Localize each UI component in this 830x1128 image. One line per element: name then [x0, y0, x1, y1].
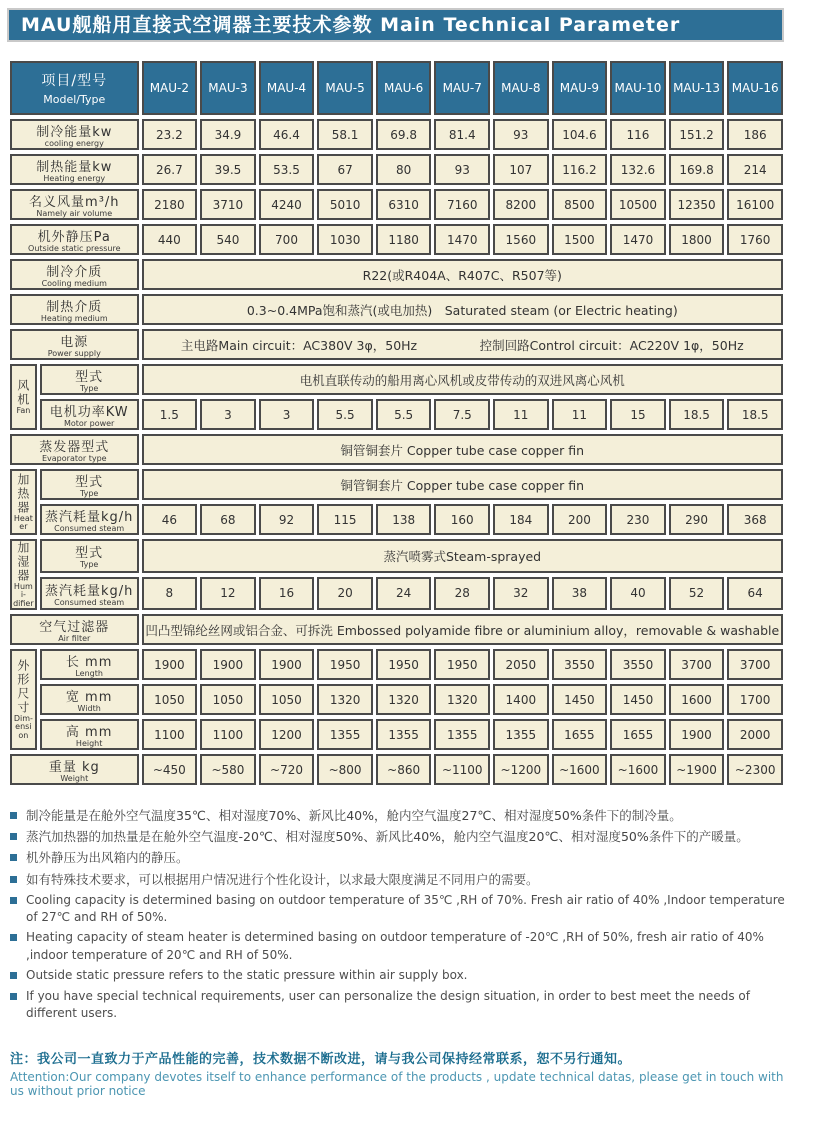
- row-label-en: Type: [79, 384, 99, 393]
- value-cell-cooling-energy-MAU-7: 81.4: [434, 119, 490, 150]
- value-cell-weight-MAU-8: ~1200: [493, 754, 549, 785]
- row-label-zh: 制冷能量kw: [36, 125, 113, 140]
- note-bullet-icon: [10, 993, 17, 1000]
- value-cell-air-volume-MAU-8: 8200: [493, 189, 549, 220]
- value-cell-height-MAU-13: 1900: [669, 719, 725, 750]
- footer-note: [7, 1048, 790, 1098]
- value-cell-air-volume-MAU-9: 8500: [552, 189, 608, 220]
- row-label-zh: 蒸发器型式: [39, 440, 110, 455]
- footer-note-zh: 注：我公司一直致力于产品性能的完善，技术数据不断改进，请与我公司保持经常联系，恕不另行通知。: [10, 1052, 632, 1068]
- row-label-zh: 制冷介质: [46, 265, 103, 280]
- value-cell-length-MAU-13: 3700: [669, 649, 725, 680]
- value-cell-air-volume-MAU-4: 4240: [259, 189, 315, 220]
- value-cell-cooling-energy-MAU-2: 23.2: [142, 119, 198, 150]
- note-item: [10, 929, 790, 964]
- value-cell-height-MAU-8: 1355: [493, 719, 549, 750]
- note-bullet-icon: [10, 854, 17, 861]
- note-text: 如有特殊技术要求，可以根据用户情况进行个性化设计，以求最大限度满足不同用户的需要。: [26, 871, 539, 887]
- value-cell-static-pressure-MAU-10: 1470: [610, 224, 666, 255]
- row-label-zh: 高 mm: [65, 725, 113, 741]
- model-header-MAU-16: MAU-16: [727, 61, 783, 115]
- value-cell-static-pressure-MAU-13: 1800: [669, 224, 725, 255]
- value-cell-fan-motor-power-MAU-6: 5.5: [376, 399, 432, 430]
- group-label-zh: 风机: [15, 378, 30, 407]
- model-header-MAU-6: MAU-6: [376, 61, 432, 115]
- note-text: Outside static pressure refers to the static pressure within air supply box.: [26, 968, 468, 983]
- row-label-en: Height: [75, 739, 103, 749]
- footer-note-en: Attention:Our company devotes itself to enhance performance of the products , update technical datas, please get in touch with us without prior notice: [10, 1070, 784, 1099]
- value-cell-length-MAU-5: 1950: [317, 649, 373, 680]
- row-label-length: [40, 649, 139, 680]
- value-cell-heater-consumed-steam-MAU-10: 230: [610, 504, 666, 535]
- value-cell-width-MAU-6: 1320: [376, 684, 432, 715]
- value-cell-heating-energy-MAU-5: 67: [317, 154, 373, 185]
- row-label-heating-medium: [10, 294, 139, 325]
- merged-cell-fan-type: 电机直联传动的船用离心风机或皮带传动的双进风离心风机: [142, 364, 783, 395]
- row-label-en: Heating energy: [43, 174, 106, 183]
- value-cell-heater-consumed-steam-MAU-2: 46: [142, 504, 198, 535]
- row-label-en: Consumed steam: [54, 524, 125, 533]
- row-label-en: Consumed steam: [54, 597, 125, 607]
- note-item: [10, 967, 790, 984]
- value-cell-humidifier-consumed-steam-MAU-16: 64: [727, 577, 783, 611]
- row-label-en: Power supply: [47, 349, 101, 358]
- merged-cell-evaporator-type: 铜管铜套片 Copper tube case copper fin: [142, 434, 783, 465]
- merged-cell-cooling-medium: R22(或R404A、R407C、R507等): [142, 259, 783, 290]
- value-cell-length-MAU-3: 1900: [200, 649, 256, 680]
- value-cell-length-MAU-6: 1950: [376, 649, 432, 680]
- value-cell-fan-motor-power-MAU-4: 3: [259, 399, 315, 430]
- value-cell-heating-energy-MAU-4: 53.5: [259, 154, 315, 185]
- value-cell-heating-energy-MAU-6: 80: [376, 154, 432, 185]
- note-bullet-icon: [10, 876, 17, 883]
- row-label-en: Namely air volume: [36, 209, 113, 218]
- note-item: [10, 871, 790, 889]
- row-label-zh: 长 mm: [65, 655, 113, 671]
- value-cell-heater-consumed-steam-MAU-3: 68: [200, 504, 256, 535]
- row-label-zh: 电机功率KW: [49, 405, 129, 420]
- value-cell-static-pressure-MAU-7: 1470: [434, 224, 490, 255]
- row-label-en: Air filter: [58, 634, 91, 644]
- value-cell-cooling-energy-MAU-6: 69.8: [376, 119, 432, 150]
- row-label-en: Cooling medium: [41, 279, 107, 288]
- note-text: Cooling capacity is determined basing on outdoor temperature of 35℃ ,RH of 70%. Fresh air ratio of 40% ,Indoor temperature of 27℃ and RH of 50%.: [26, 892, 785, 925]
- value-cell-cooling-energy-MAU-16: 186: [727, 119, 783, 150]
- value-cell-cooling-energy-MAU-8: 93: [493, 119, 549, 150]
- value-cell-heating-energy-MAU-7: 93: [434, 154, 490, 185]
- value-cell-humidifier-consumed-steam-MAU-6: 24: [376, 577, 432, 611]
- value-cell-heater-consumed-steam-MAU-16: 368: [727, 504, 783, 535]
- group-label-en: Dim-ension: [13, 714, 33, 740]
- model-header-MAU-13: MAU-13: [669, 61, 725, 115]
- note-bullet-icon: [10, 934, 17, 941]
- value-cell-fan-motor-power-MAU-5: 5.5: [317, 399, 373, 430]
- value-cell-length-MAU-10: 3550: [610, 649, 666, 680]
- value-cell-static-pressure-MAU-2: 440: [142, 224, 198, 255]
- value-cell-fan-motor-power-MAU-7: 7.5: [434, 399, 490, 430]
- value-cell-width-MAU-16: 1700: [727, 684, 783, 715]
- note-text: 制冷能量是在舱外空气温度35℃、相对湿度70%、新风比40%，舱内空气温度27℃、相对湿度50%条件下的制冷量。: [26, 808, 682, 824]
- value-cell-weight-MAU-6: ~860: [376, 754, 432, 785]
- row-label-air-filter: [10, 614, 139, 645]
- value-cell-cooling-energy-MAU-4: 46.4: [259, 119, 315, 150]
- row-label-zh: 蒸汽耗量kg/h: [44, 510, 134, 525]
- group-label-zh: 加湿器: [15, 541, 30, 583]
- row-label-humidifier-consumed-steam: [40, 577, 139, 611]
- value-cell-length-MAU-9: 3550: [552, 649, 608, 680]
- row-label-heating-energy: [10, 154, 139, 185]
- value-cell-cooling-energy-MAU-10: 116: [610, 119, 666, 150]
- note-text: 机外静压为出风箱内的静压。: [26, 850, 189, 866]
- row-label-zh: 型式: [75, 546, 104, 562]
- value-cell-height-MAU-16: 2000: [727, 719, 783, 750]
- note-bullet-icon: [10, 897, 17, 904]
- value-cell-length-MAU-2: 1900: [142, 649, 198, 680]
- value-cell-height-MAU-9: 1655: [552, 719, 608, 750]
- row-label-evaporator-type: [10, 434, 139, 465]
- value-cell-cooling-energy-MAU-13: 151.2: [669, 119, 725, 150]
- value-cell-static-pressure-MAU-5: 1030: [317, 224, 373, 255]
- value-cell-static-pressure-MAU-3: 540: [200, 224, 256, 255]
- group-label-humidifier: [10, 539, 37, 610]
- row-label-en: Type: [79, 489, 99, 498]
- value-cell-heating-energy-MAU-8: 107: [493, 154, 549, 185]
- group-label-en: Humi-difier: [13, 582, 34, 608]
- row-label-en: Motor power: [63, 419, 115, 428]
- value-cell-air-volume-MAU-7: 7160: [434, 189, 490, 220]
- value-cell-humidifier-consumed-steam-MAU-13: 52: [669, 577, 725, 611]
- row-label-en: Evaporator type: [41, 454, 107, 463]
- value-cell-humidifier-consumed-steam-MAU-2: 8: [142, 577, 198, 611]
- group-label-fan: [10, 364, 37, 430]
- value-cell-height-MAU-7: 1355: [434, 719, 490, 750]
- value-cell-fan-motor-power-MAU-8: 11: [493, 399, 549, 430]
- value-cell-height-MAU-3: 1100: [200, 719, 256, 750]
- value-cell-height-MAU-5: 1355: [317, 719, 373, 750]
- value-cell-cooling-energy-MAU-3: 34.9: [200, 119, 256, 150]
- corner-cell: [10, 61, 139, 115]
- value-cell-weight-MAU-2: ~450: [142, 754, 198, 785]
- note-item: [10, 807, 790, 825]
- group-label-en: Heater: [13, 513, 33, 531]
- group-label-length: [10, 649, 37, 750]
- model-header-MAU-9: MAU-9: [552, 61, 608, 115]
- value-cell-heater-consumed-steam-MAU-6: 138: [376, 504, 432, 535]
- row-label-heater-type: [40, 469, 139, 500]
- value-cell-heater-consumed-steam-MAU-4: 92: [259, 504, 315, 535]
- value-cell-humidifier-consumed-steam-MAU-10: 40: [610, 577, 666, 611]
- value-cell-width-MAU-10: 1450: [610, 684, 666, 715]
- note-text: If you have special technical requirements, user can personalize the design situation, in order to best meet the needs of different users.: [26, 988, 750, 1021]
- value-cell-weight-MAU-10: ~1600: [610, 754, 666, 785]
- note-item: [10, 988, 790, 1023]
- row-label-humidifier-type: [40, 539, 139, 573]
- value-cell-heating-energy-MAU-3: 39.5: [200, 154, 256, 185]
- model-header-MAU-10: MAU-10: [610, 61, 666, 115]
- value-cell-air-volume-MAU-2: 2180: [142, 189, 198, 220]
- row-label-en: Width: [77, 704, 101, 714]
- value-cell-width-MAU-8: 1400: [493, 684, 549, 715]
- model-header-MAU-5: MAU-5: [317, 61, 373, 115]
- row-label-zh: 空气过滤器: [39, 620, 110, 636]
- row-label-en: Length: [75, 669, 103, 679]
- value-cell-width-MAU-7: 1320: [434, 684, 490, 715]
- value-cell-static-pressure-MAU-16: 1760: [727, 224, 783, 255]
- row-label-zh: 宽 mm: [65, 690, 113, 706]
- value-cell-fan-motor-power-MAU-10: 15: [610, 399, 666, 430]
- row-label-fan-type: [40, 364, 139, 395]
- row-label-en: Outside static pressure: [28, 244, 121, 253]
- row-label-en: Weight: [60, 774, 89, 784]
- model-header-MAU-7: MAU-7: [434, 61, 490, 115]
- value-cell-weight-MAU-5: ~800: [317, 754, 373, 785]
- row-label-zh: 重量 kg: [48, 760, 100, 776]
- row-label-heater-consumed-steam: [40, 504, 139, 535]
- note-item: [10, 828, 790, 846]
- value-cell-static-pressure-MAU-4: 700: [259, 224, 315, 255]
- value-cell-humidifier-consumed-steam-MAU-9: 38: [552, 577, 608, 611]
- value-cell-cooling-energy-MAU-5: 58.1: [317, 119, 373, 150]
- row-label-zh: 机外静压Pa: [37, 230, 111, 245]
- value-cell-height-MAU-10: 1655: [610, 719, 666, 750]
- spec-table: [7, 57, 786, 789]
- merged-cell-heating-medium: 0.3~0.4MPa饱和蒸汽(或电加热) Saturated steam (or Electric heating): [142, 294, 783, 325]
- value-cell-cooling-energy-MAU-9: 104.6: [552, 119, 608, 150]
- row-label-power-supply: [10, 329, 139, 360]
- model-header-MAU-4: MAU-4: [259, 61, 315, 115]
- note-bullet-icon: [10, 812, 17, 819]
- model-header-MAU-2: MAU-2: [142, 61, 198, 115]
- value-cell-heating-energy-MAU-13: 169.8: [669, 154, 725, 185]
- row-label-weight: [10, 754, 139, 785]
- note-item: [10, 849, 790, 867]
- note-bullet-icon: [10, 972, 17, 979]
- model-header-MAU-8: MAU-8: [493, 61, 549, 115]
- note-text: Heating capacity of steam heater is determined basing on outdoor temperature of -20℃ ,RH of 50%, fresh air ratio of 40% ,indoor temperature of 20℃ and RH of 50%.: [26, 930, 764, 962]
- value-cell-air-volume-MAU-3: 3710: [200, 189, 256, 220]
- value-cell-width-MAU-5: 1320: [317, 684, 373, 715]
- merged-cell-power-supply: 主电路Main circuit：AC380V 3φ，50Hz 控制回路Control circuit：AC220V 1φ，50Hz: [142, 329, 783, 360]
- row-label-zh: 制热能量kw: [36, 160, 113, 175]
- value-cell-fan-motor-power-MAU-13: 18.5: [669, 399, 725, 430]
- value-cell-height-MAU-4: 1200: [259, 719, 315, 750]
- value-cell-weight-MAU-3: ~580: [200, 754, 256, 785]
- value-cell-fan-motor-power-MAU-3: 3: [200, 399, 256, 430]
- value-cell-humidifier-consumed-steam-MAU-8: 32: [493, 577, 549, 611]
- corner-label-zh: 项目/型号: [41, 73, 108, 89]
- value-cell-heating-energy-MAU-9: 116.2: [552, 154, 608, 185]
- row-label-cooling-medium: [10, 259, 139, 290]
- value-cell-heating-energy-MAU-16: 214: [727, 154, 783, 185]
- value-cell-height-MAU-2: 1100: [142, 719, 198, 750]
- value-cell-width-MAU-13: 1600: [669, 684, 725, 715]
- row-label-zh: 名义风量m³/h: [29, 195, 120, 210]
- value-cell-air-volume-MAU-5: 5010: [317, 189, 373, 220]
- row-label-static-pressure: [10, 224, 139, 255]
- value-cell-heater-consumed-steam-MAU-5: 115: [317, 504, 373, 535]
- value-cell-static-pressure-MAU-6: 1180: [376, 224, 432, 255]
- row-label-en: Heating medium: [40, 314, 108, 323]
- value-cell-length-MAU-4: 1900: [259, 649, 315, 680]
- group-label-en: Fan: [16, 405, 31, 415]
- row-label-en: Type: [79, 560, 99, 570]
- value-cell-weight-MAU-16: ~2300: [727, 754, 783, 785]
- row-label-width: [40, 684, 139, 715]
- corner-label-en: Model/Type: [43, 93, 106, 106]
- row-label-en: cooling energy: [44, 139, 104, 148]
- value-cell-heating-energy-MAU-10: 132.6: [610, 154, 666, 185]
- value-cell-air-volume-MAU-13: 12350: [669, 189, 725, 220]
- value-cell-humidifier-consumed-steam-MAU-4: 16: [259, 577, 315, 611]
- merged-cell-heater-type: 铜管铜套片 Copper tube case copper fin: [142, 469, 783, 500]
- value-cell-heater-consumed-steam-MAU-9: 200: [552, 504, 608, 535]
- group-label-heater: [10, 469, 37, 535]
- value-cell-width-MAU-2: 1050: [142, 684, 198, 715]
- value-cell-heater-consumed-steam-MAU-7: 160: [434, 504, 490, 535]
- value-cell-air-volume-MAU-16: 16100: [727, 189, 783, 220]
- value-cell-weight-MAU-4: ~720: [259, 754, 315, 785]
- row-label-zh: 蒸汽耗量kg/h: [44, 583, 134, 599]
- row-label-zh: 电源: [60, 335, 89, 350]
- value-cell-weight-MAU-7: ~1100: [434, 754, 490, 785]
- value-cell-fan-motor-power-MAU-2: 1.5: [142, 399, 198, 430]
- value-cell-weight-MAU-9: ~1600: [552, 754, 608, 785]
- row-label-zh: 型式: [75, 370, 104, 385]
- value-cell-length-MAU-8: 2050: [493, 649, 549, 680]
- value-cell-width-MAU-3: 1050: [200, 684, 256, 715]
- row-label-zh: 型式: [75, 475, 104, 490]
- row-label-height: [40, 719, 139, 750]
- note-bullet-icon: [10, 833, 17, 840]
- row-label-fan-motor-power: [40, 399, 139, 430]
- value-cell-humidifier-consumed-steam-MAU-5: 20: [317, 577, 373, 611]
- value-cell-heater-consumed-steam-MAU-13: 290: [669, 504, 725, 535]
- model-header-MAU-3: MAU-3: [200, 61, 256, 115]
- page-title: MAU舰船用直接式空调器主要技术参数 Main Technical Parameter: [7, 8, 784, 42]
- group-label-zh: 外形尺寸: [15, 659, 30, 716]
- group-label-zh: 加热器: [15, 472, 30, 515]
- merged-cell-humidifier-type: 蒸汽喷雾式Steam-sprayed: [142, 539, 783, 573]
- value-cell-length-MAU-16: 3700: [727, 649, 783, 680]
- value-cell-length-MAU-7: 1950: [434, 649, 490, 680]
- value-cell-width-MAU-9: 1450: [552, 684, 608, 715]
- merged-cell-air-filter: 凹凸型锦纶丝网或铝合金、可拆洗 Embossed polyamide fibre or aluminium alloy，removable & washable: [142, 614, 783, 645]
- value-cell-static-pressure-MAU-8: 1560: [493, 224, 549, 255]
- value-cell-air-volume-MAU-10: 10500: [610, 189, 666, 220]
- value-cell-humidifier-consumed-steam-MAU-3: 12: [200, 577, 256, 611]
- notes-list: [7, 807, 790, 1022]
- row-label-air-volume: [10, 189, 139, 220]
- note-text: 蒸汽加热器的加热量是在舱外空气温度-20℃、相对湿度50%、新风比40%，舱内空气温度20℃、相对湿度50%条件下的产暖量。: [26, 829, 749, 845]
- value-cell-static-pressure-MAU-9: 1500: [552, 224, 608, 255]
- value-cell-fan-motor-power-MAU-16: 18.5: [727, 399, 783, 430]
- value-cell-heating-energy-MAU-2: 26.7: [142, 154, 198, 185]
- row-label-zh: 制热介质: [46, 300, 103, 315]
- value-cell-humidifier-consumed-steam-MAU-7: 28: [434, 577, 490, 611]
- value-cell-width-MAU-4: 1050: [259, 684, 315, 715]
- value-cell-weight-MAU-13: ~1900: [669, 754, 725, 785]
- value-cell-fan-motor-power-MAU-9: 11: [552, 399, 608, 430]
- value-cell-heater-consumed-steam-MAU-8: 184: [493, 504, 549, 535]
- value-cell-air-volume-MAU-6: 6310: [376, 189, 432, 220]
- note-item: [10, 892, 790, 927]
- value-cell-height-MAU-6: 1355: [376, 719, 432, 750]
- row-label-cooling-energy: [10, 119, 139, 150]
